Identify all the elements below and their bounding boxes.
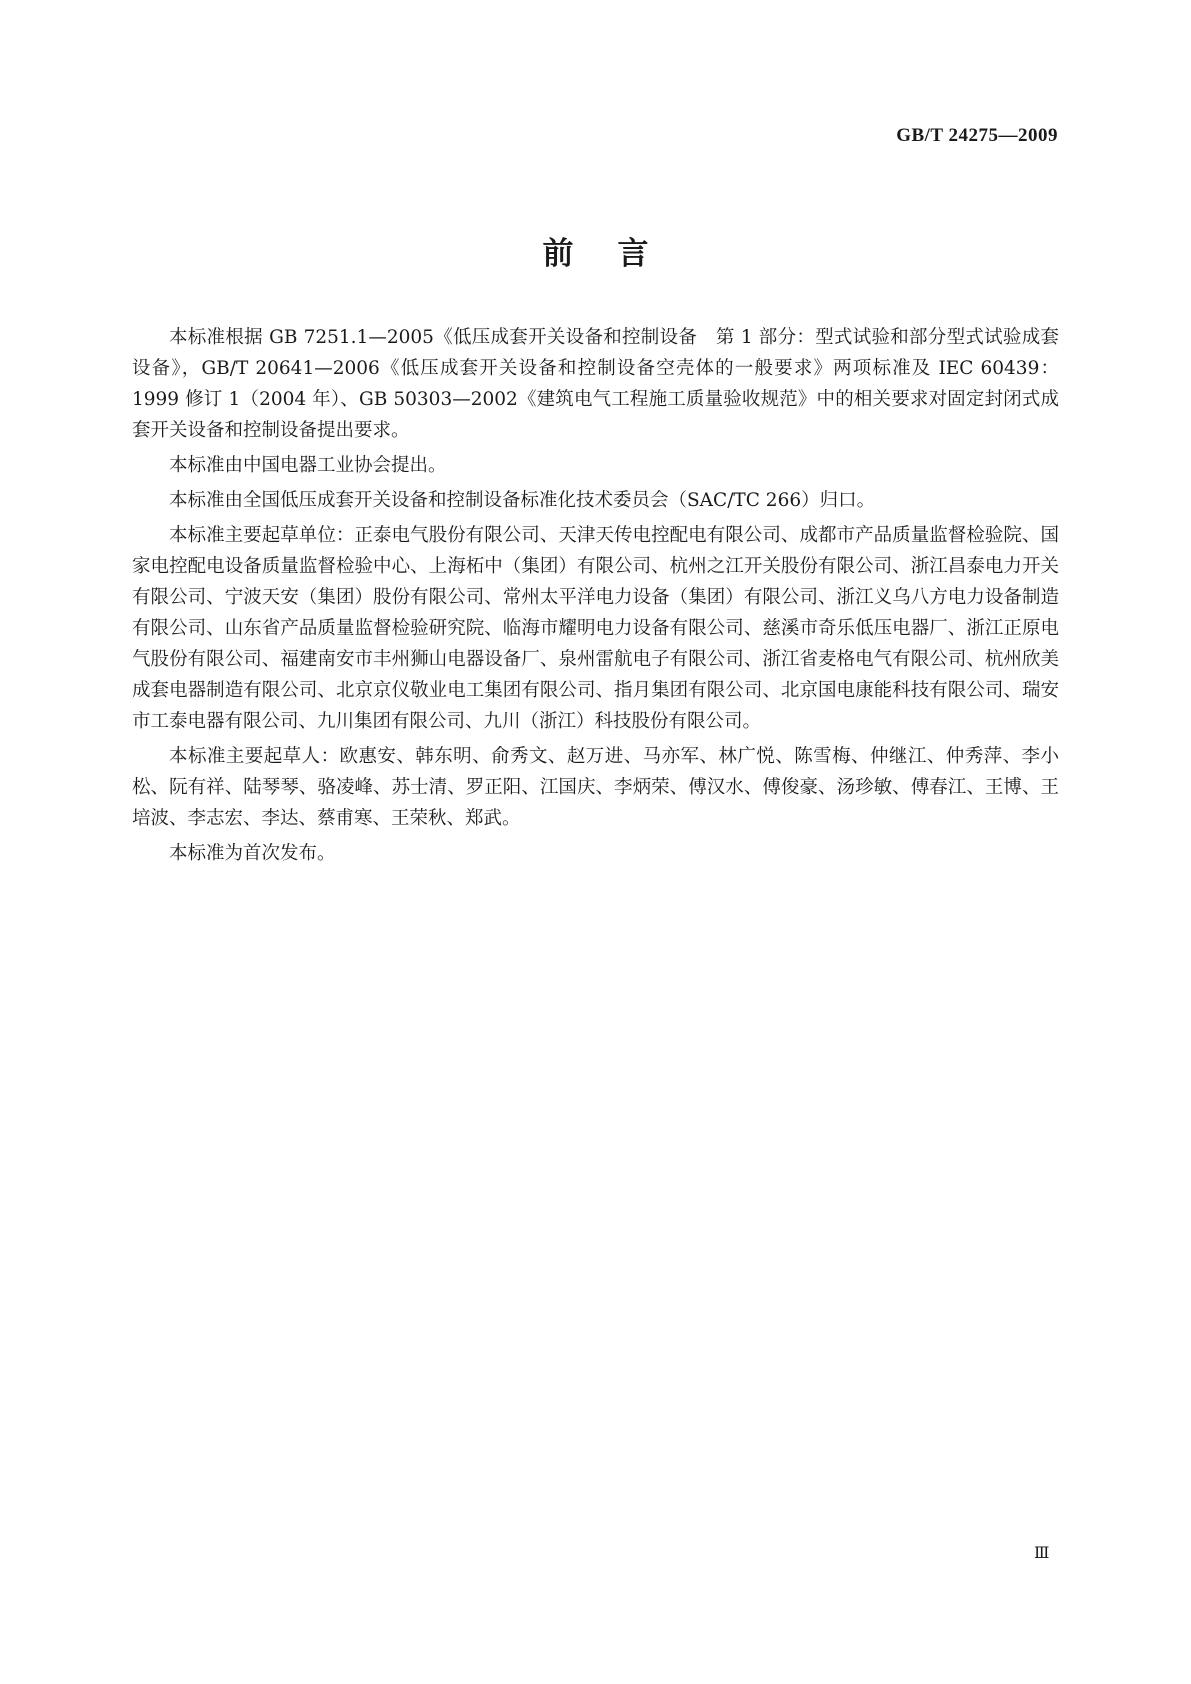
- paragraph-first-release: 本标准为首次发布。: [169, 843, 336, 864]
- foreword-body: [132, 322, 1059, 873]
- page-title: 前言: [542, 236, 693, 272]
- paragraph-administrator: 本标准由全国低压成套开关设备和控制设备标准化技术委员会（SAC/TC 266）归口。: [169, 490, 876, 511]
- paragraph-basis: 本标准根据 GB 7251.1—2005《低压成套开关设备和控制设备 第 1 部分：型式试验和部分型式试验成套设备》，GB/T 20641—2006《低压成套开关设备和控制设备空壳体的一般要求》两项标准及 IEC 60439：1999 修订 1（2004 年）、GB 50303—2002《建筑电气工程施工质量验收规范》中的相关要求对固定封闭式成套开关设备和控制设备提出要求。: [132, 327, 1059, 441]
- paragraph-proposer: 本标准由中国电器工业协会提出。: [169, 455, 447, 476]
- paragraph-drafters: 本标准主要起草人：欧惠安、韩东明、俞秀文、赵万进、马亦军、林广悦、陈雪梅、仲继江、仲秀萍、李小松、阮有祥、陆琴琴、骆凌峰、苏士清、罗正阳、江国庆、李炳荣、傅汉水、傅俊豪、汤珍敏、傅春江、王博、王培波、李志宏、李达、蔡甫寒、王荣秋、郑武。: [132, 746, 1059, 829]
- paragraph-drafting-units: 本标准主要起草单位：正泰电气股份有限公司、天津天传电控配电有限公司、成都市产品质量监督检验院、国家电控配电设备质量监督检验中心、上海柘中（集团）有限公司、杭州之江开关股份有限公司、浙江昌泰电力开关有限公司、宁波天安（集团）股份有限公司、常州太平洋电力设备（集团）有限公司、浙江义乌八方电力设备制造有限公司、山东省产品质量监督检验研究院、临海市耀明电力设备有限公司、慈溪市奇乐低压电器厂、浙江正原电气股份有限公司、福建南安市丰州狮山电器设备厂、泉州雷航电子有限公司、浙江省麦格电气有限公司、杭州欣美成套电器制造有限公司、北京京仪敬业电工集团有限公司、指月集团有限公司、北京国电康能科技有限公司、瑞安市工泰电器有限公司、九川集团有限公司、九川（浙江）科技股份有限公司。: [132, 525, 1059, 732]
- standard-number: GB/T 24275—2009: [896, 125, 1058, 146]
- page-number: Ⅲ: [1034, 1545, 1050, 1562]
